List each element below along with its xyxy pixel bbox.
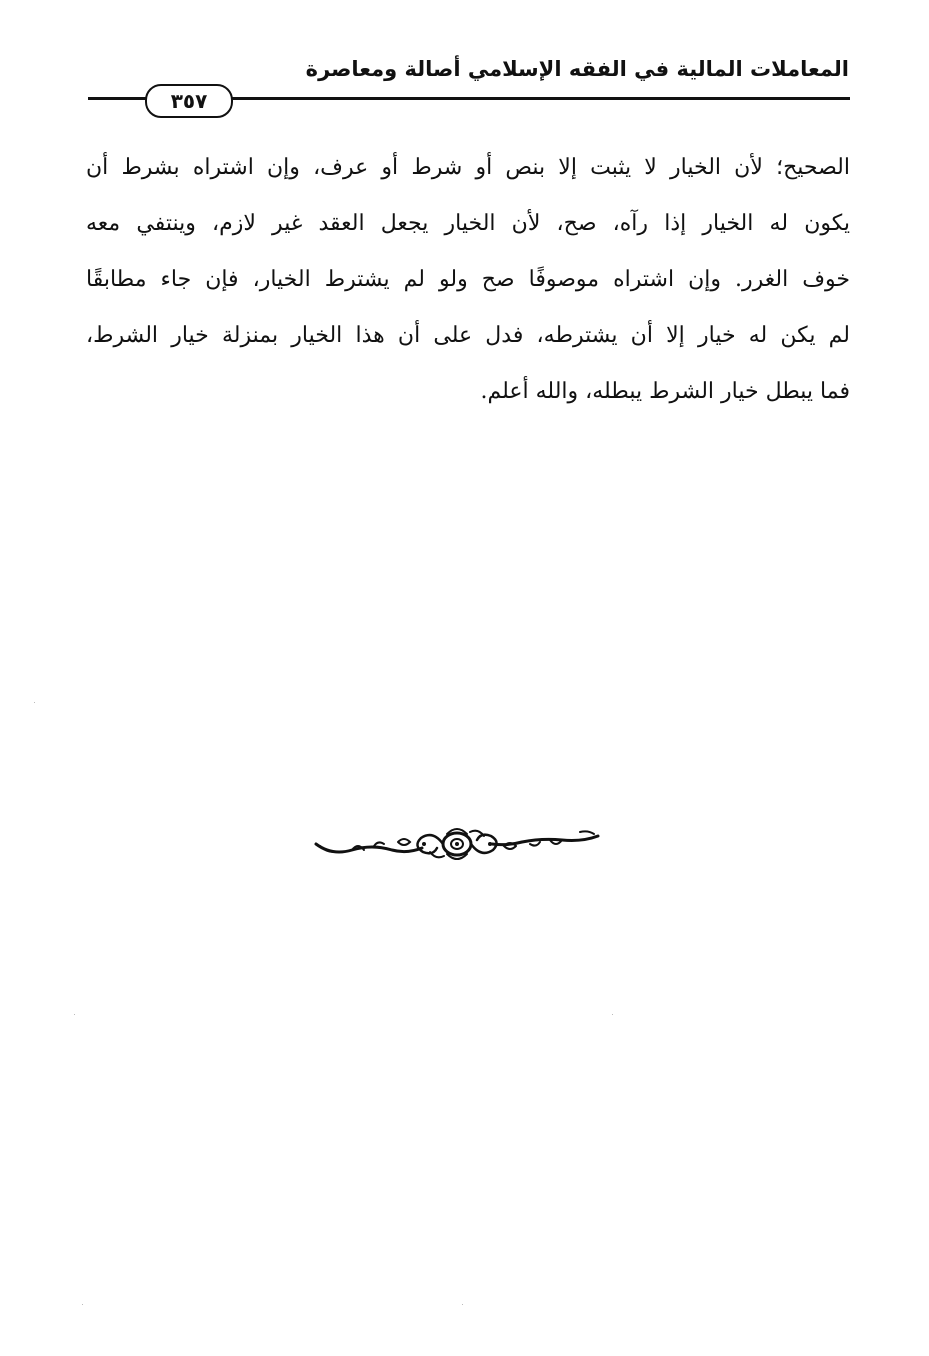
paper-speck xyxy=(74,1014,75,1015)
page-number-badge: ٣٥٧ xyxy=(145,84,233,118)
body-line: الصحيح؛ لأن الخيار لا يثبت إلا بنص أو شرط أو عرف، وإن اشتراه بشرط أن xyxy=(86,155,850,180)
body-paragraph xyxy=(86,140,850,420)
paper-speck xyxy=(612,1014,613,1015)
body-line: لم يكن له خيار إلا أن يشترطه، فدل على أن هذا الخيار بمنزلة خيار الشرط، xyxy=(86,323,850,348)
decorative-divider-icon xyxy=(312,822,602,868)
body-line: خوف الغرر. وإن اشتراه موصوفًا صح ولو لم يشترط الخيار، فإن جاء مطابقًا xyxy=(86,267,850,292)
running-header-title: المعاملات المالية في الفقه الإسلامي أصالة ومعاصرة xyxy=(305,57,849,81)
body-line: فما يبطل خيار الشرط يبطله، والله أعلم. xyxy=(480,379,850,404)
paper-speck xyxy=(462,1304,463,1305)
paper-speck xyxy=(82,1304,83,1305)
body-line: يكون له الخيار إذا رآه، صح، لأن الخيار يجعل العقد غير لازم، وينتفي معه xyxy=(86,211,850,236)
paper-speck xyxy=(34,702,35,703)
